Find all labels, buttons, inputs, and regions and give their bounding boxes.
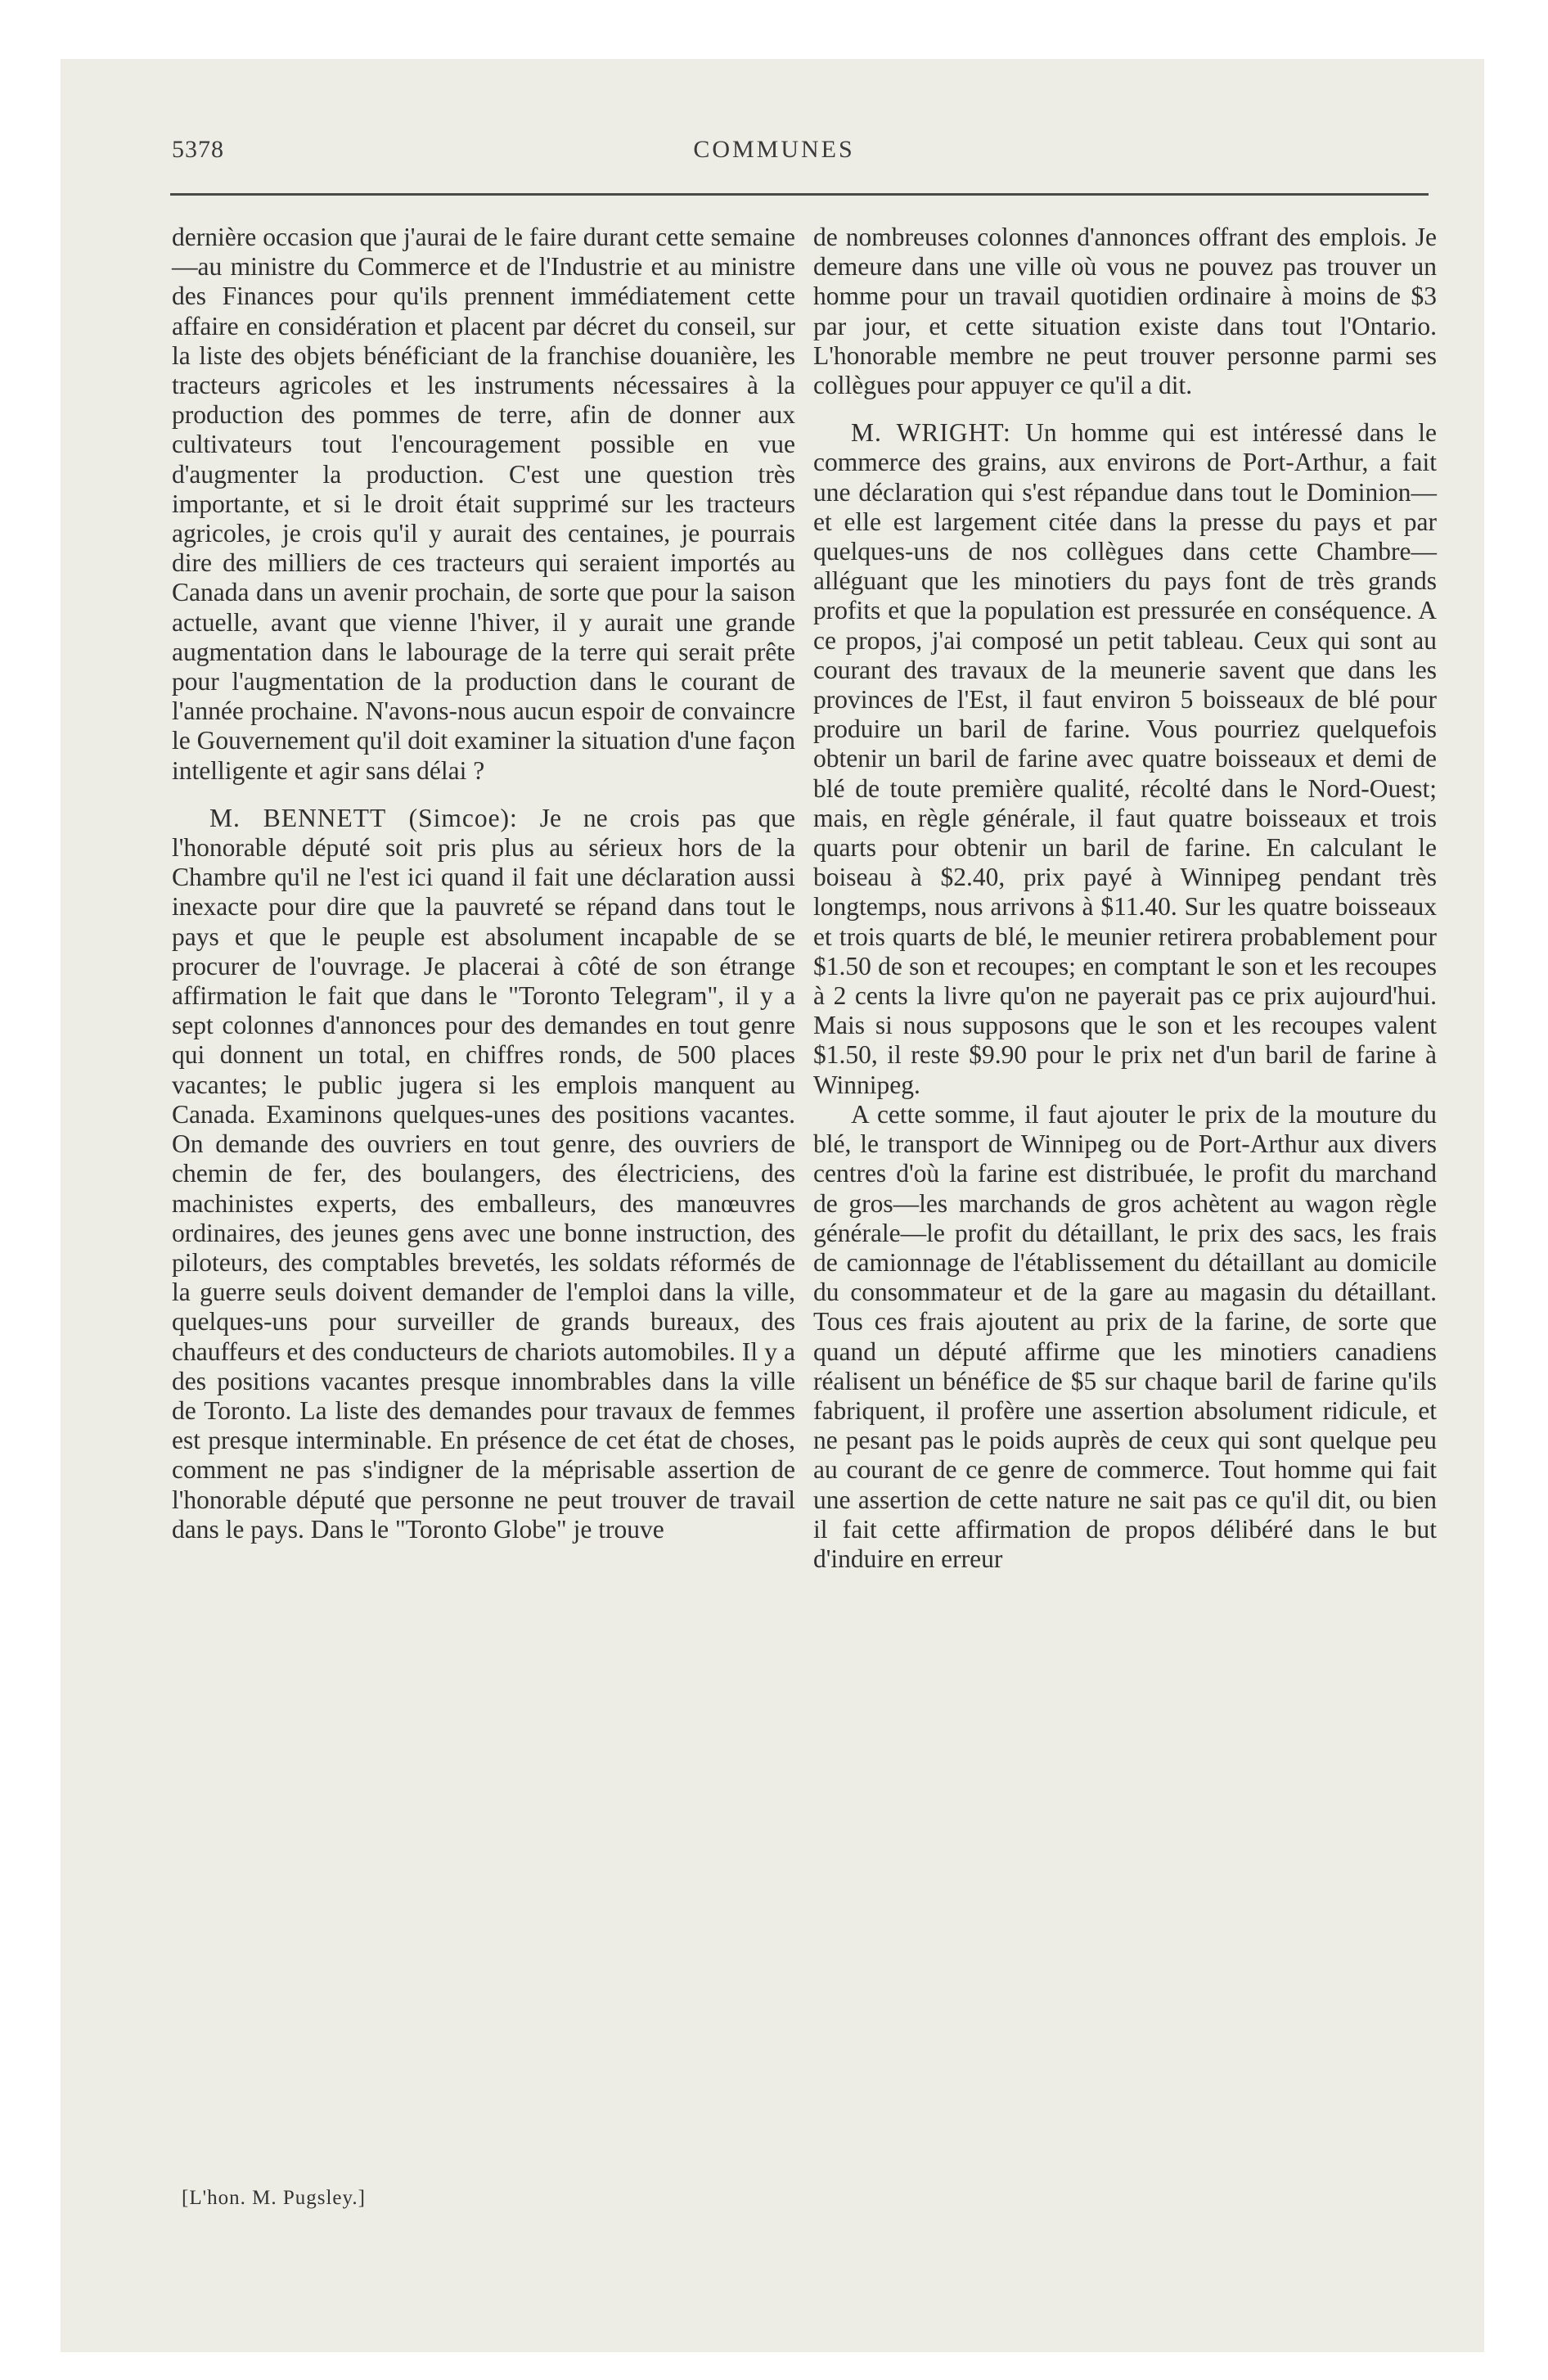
- right-paragraph-3: A cette somme, il faut ajouter le prix de la mouture du blé, le transport de Winnipeg ou de Port-Arthur aux divers centres d'où la farine est distribuée, le profit du marchand de gros—les marchands de gros achètent au wagon règle générale—le profit du détaillant, le prix des sacs, les frais de camionnage de l'établissement du détaillant au domicile du consommateur et de la gare au magasin du détaillant. Tous ces frais ajoutent au prix de la farine, de sorte que quand un député affirme que les minotiers canadiens réalisent un bénéfice de $5 sur chaque baril de farine qu'ils fabriquent, il profère une assertion absolument ridicule, et ne pesant pas le poids auprès de ceux qui sont quelque peu au courant de ce genre de commerce. Tout homme qui fait une assertion de cette nature ne sait pas ce qu'il dit, ou bien il fait cette affirmation de propos délibéré dans le but d'induire en erreur: [813, 1099, 1437, 1573]
- right-paragraph-1: de nombreuses colonnes d'annonces offrant des emplois. Je demeure dans une ville où vous ne pouvez pas trouver un homme pour un travail quotidien ordinaire à moins de $3 par jour, et cette situation existe dans tout l'Ontario. L'honorable membre ne peut trouver personne parmi ses collègues pour appuyer ce qu'il a dit.: [813, 223, 1437, 400]
- speaker-bennett: M. BENNETT (Simcoe):: [209, 803, 518, 832]
- bennett-speech: Je ne crois pas que l'honorable député soit pris plus au sérieux hors de la Chambre qu'il ne l'est ici quand il fait une déclaration aussi inexacte pour dire que la pauvreté se répand dans tout le pays et que le peuple est absolument incapable de se procurer de l'ouvrage. Je placerai à côté de son étrange affirmation le fait que dans le "Toronto Telegram", il y a sept colonnes d'annonces pour des demandes en tout genre qui donnent un total, en chiffres ronds, de 500 places vacantes; le public jugera si les emplois manquent au Canada. Examinons quelques-unes des positions vacantes. On demande des ouvriers en tout genre, des ouvriers de chemin de fer, des boulangers, des électriciens, des machinistes experts, des emballeurs, des manœuvres ordinaires, des jeunes gens avec une bonne instruction, des piloteurs, des comptables brevetés, les soldats réformés de la guerre seuls doivent demander de l'emploi dans la ville, quelques-uns pour surveiller de grands bureaux, des chauffeurs et des conducteurs de chariots automobiles. Il y a des positions vacantes presque innombrables dans la ville de Toronto. La liste des demandes pour travaux de femmes est presque interminable. En présence de cet état de choses, comment ne pas s'indigner de la méprisable assertion de l'honorable député que personne ne peut trouver de travail dans le pays. Dans le "Toronto Globe" je trouve: [172, 803, 795, 1544]
- left-column: [172, 223, 795, 1544]
- page-number: 5378: [172, 136, 224, 163]
- right-column: [813, 223, 1437, 1574]
- speaker-wright: M. WRIGHT:: [851, 418, 1011, 448]
- left-paragraph-bennett: [172, 804, 795, 1544]
- left-paragraph-1: dernière occasion que j'aurai de le faire durant cette semaine—au ministre du Commerce et de l'Industrie et au ministre des Finances pour qu'ils prennent immédiatement cette affaire en considération et placent par décret du conseil, sur la liste des objets bénéficiant de la franchise douanière, les tracteurs agricoles et les instruments nécessaires à la production des pommes de terre, afin de donner aux cultivateurs tout l'encouragement possible en vue d'augmenter la production. C'est une question très importante, et si le droit était supprimé sur les tracteurs agricoles, je crois qu'il y aurait des centaines, je pourrais dire des milliers de ces tracteurs qui seraient importés au Canada dans un avenir prochain, de sorte que pour la saison actuelle, avant que vienne l'hiver, il y aurait une grande augmentation dans le labourage de la terre qui serait prête pour l'augmentation de la production dans le courant de l'année prochaine. N'avons-nous aucun espoir de convaincre le Gouvernement qu'il doit examiner la situation d'une façon intelligente et agir sans délai ?: [172, 223, 795, 785]
- right-paragraph-wright: [813, 418, 1437, 1100]
- wright-speech: Un homme qui est intéressé dans le commerce des grains, aux environs de Port-Arthur, a fait une déclaration qui s'est répandue dans tout le Dominion—et elle est largement citée dans la presse du pays et par quelques-uns de nos collègues dans cette Chambre—alléguant que les minotiers du pays font de très grands profits et que la population est pressurée en conséquence. A ce propos, j'ai composé un petit tableau. Ceux qui sont au courant des travaux de la meunerie savent que dans les provinces de l'Est, il faut environ 5 boisseaux de blé pour produire un baril de farine. Vous pourriez quelquefois obtenir un baril de farine avec quatre boisseaux et demi de blé de toute première qualité, récolté dans le Nord-Ouest; mais, en règle générale, il faut quatre boisseaux et trois quarts pour obtenir un baril de farine. En calculant le boiseau à $2.40, prix payé à Winnipeg pendant très longtemps, nous arrivons à $11.40. Sur les quatre boisseaux et trois quarts de blé, le meunier retirera probablement pour $1.50 de son et recoupes; en comptant le son et les recoupes à 2 cents la livre qu'on ne payerait pas ce prix aujourd'hui. Mais si nous supposons que le son et les recoupes valent $1.50, il reste $9.90 pour le prix net d'un baril de farine à Winnipeg.: [813, 418, 1437, 1099]
- running-head-title: COMMUNES: [693, 136, 855, 163]
- header-rule: [170, 193, 1429, 196]
- footer-speaker-note: [L'hon. M. Pugsley.]: [182, 2187, 366, 2209]
